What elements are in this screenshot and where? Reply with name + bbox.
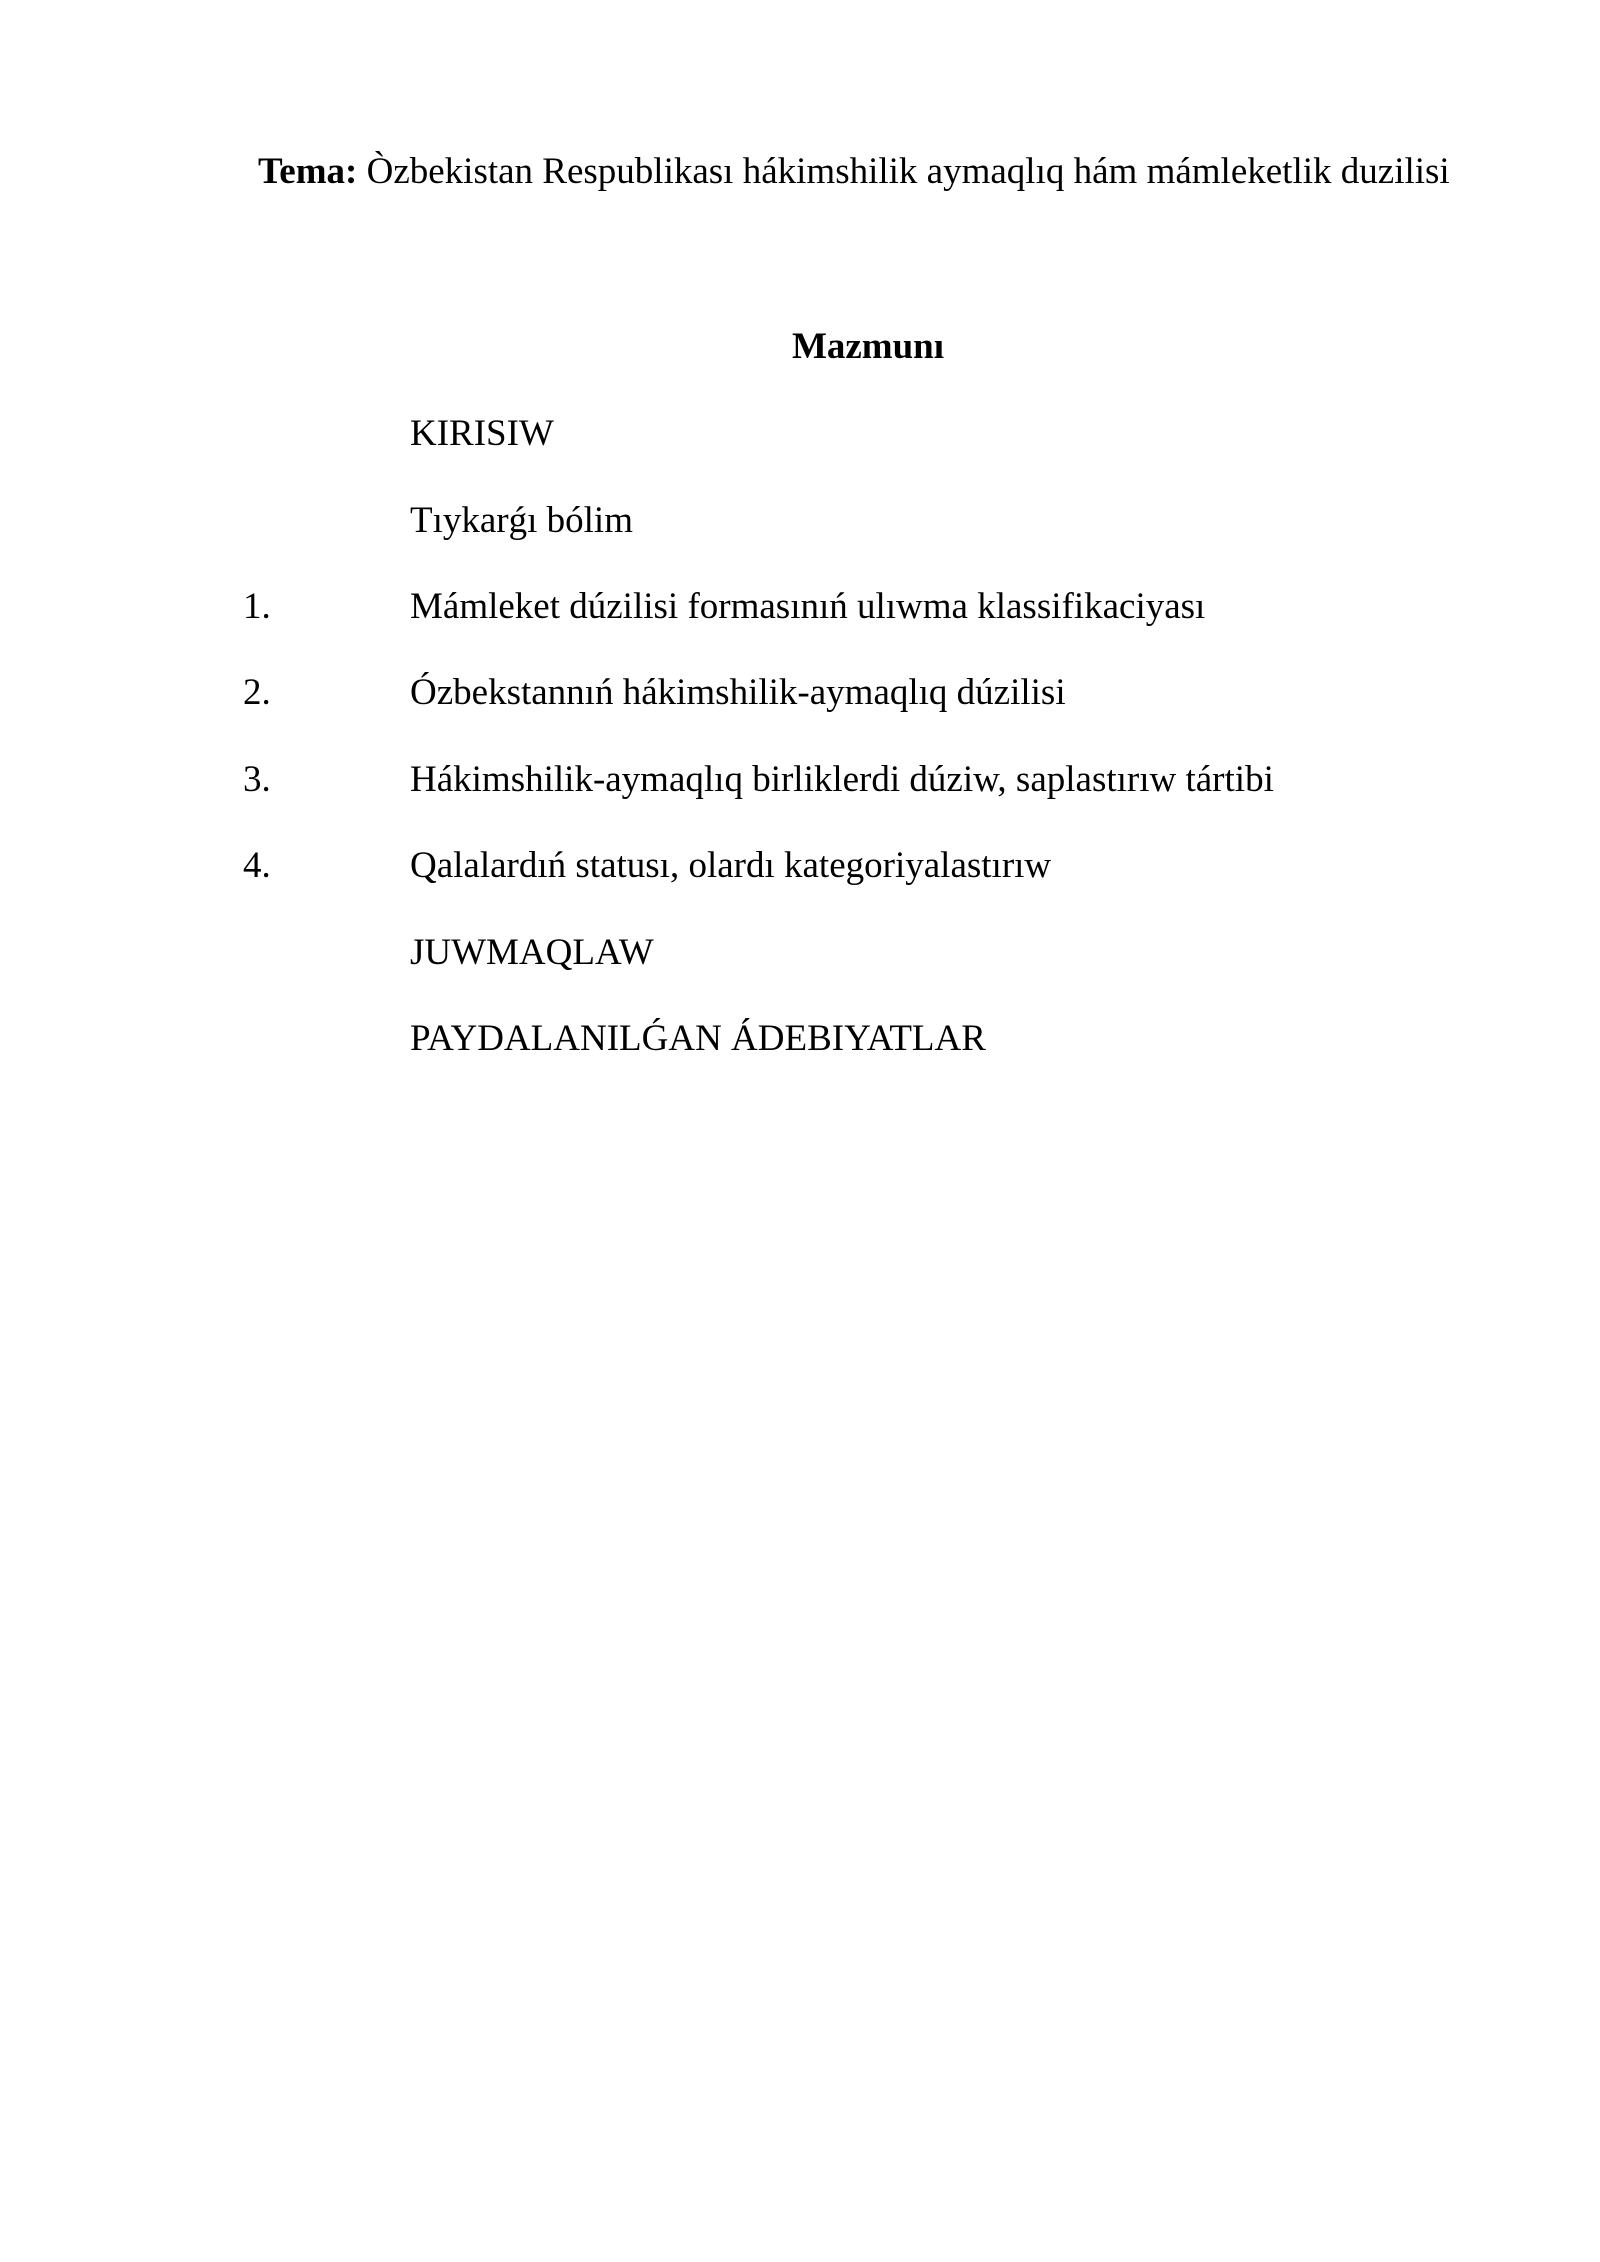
topic-line <box>258 148 1450 196</box>
toc-entry-text: Qalalardıń statusı, olardı kategoriyalastırıw <box>410 845 1052 886</box>
toc-entry-text: PAYDALANILǴAN ÁDEBIYATLAR <box>410 1018 986 1059</box>
toc-entry-text: Hákimshilik-aymaqlıq birliklerdi dúziw, saplastırıw tártibi <box>410 759 1274 800</box>
toc-entry-number: 4. <box>243 845 271 886</box>
toc-entry-text: Tıykarǵı bólim <box>410 500 633 541</box>
toc-entry-text: Ózbekstannıń hákimshilik-aymaqlıq dúzilisi <box>410 672 1066 713</box>
topic-text: Òzbekistan Respublikası hákimshilik aymaqlıq hám mámleketlik duzilisi <box>366 151 1450 192</box>
toc-entry-text: Mámleket dúzilisi formasınıń ulıwma klassifikaciyası <box>410 586 1206 627</box>
toc-entry-number: 3. <box>243 759 271 800</box>
toc-entry-introduction <box>0 410 1600 458</box>
topic-label: Tema: <box>258 151 358 192</box>
toc-entry-main-part <box>0 497 1600 545</box>
toc-entry-2 <box>0 669 1600 717</box>
toc-entry-number: 2. <box>243 672 271 713</box>
toc-entry-conclusion <box>0 929 1600 977</box>
toc-entry-1 <box>0 583 1600 631</box>
toc-entry-text: KIRISIW <box>410 413 554 454</box>
toc-entry-references <box>0 1015 1600 1063</box>
toc-entry-number: 1. <box>243 586 271 627</box>
toc-entry-3 <box>0 756 1600 804</box>
toc-entry-text: JUWMAQLAW <box>410 932 654 973</box>
toc-heading: Mazmunı <box>791 326 945 367</box>
toc-entry-4 <box>0 842 1600 890</box>
